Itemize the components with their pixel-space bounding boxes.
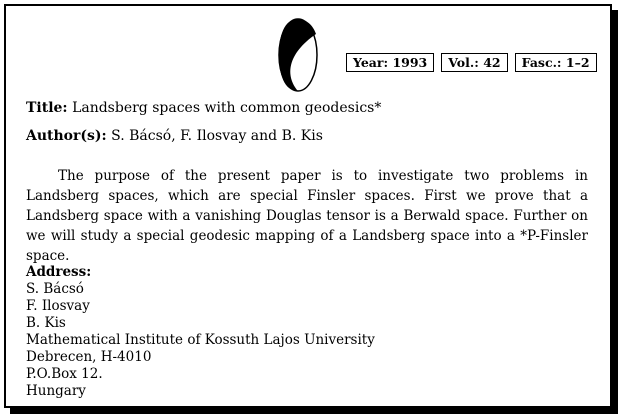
year-label: Year:: [353, 55, 389, 70]
fascicle-box: [515, 53, 597, 72]
authors-label: Author(s):: [26, 128, 107, 144]
journal-info: [346, 53, 597, 72]
paper-title: Landsberg spaces with common geodesics*: [72, 100, 382, 116]
paper-title-line: [26, 100, 381, 116]
authors-line: [26, 128, 323, 144]
volume-label: Vol.:: [448, 55, 479, 70]
authors-value: S. Bácsó, F. Ilosvay and B. Kis: [111, 128, 323, 144]
address-line: P.O.Box 12.: [26, 366, 103, 382]
journal-logo-icon: [275, 16, 321, 94]
volume-box: [441, 53, 507, 72]
address-block: [26, 264, 375, 400]
address-line: Hungary: [26, 383, 86, 399]
address-line: Mathematical Institute of Kossuth Lajos University: [26, 332, 375, 348]
frame-shadow-right: [612, 10, 618, 414]
address-line: S. Bácsó: [26, 281, 84, 297]
volume-value: 42: [483, 55, 501, 70]
address-line: B. Kis: [26, 315, 66, 331]
title-label: Title:: [26, 100, 68, 116]
address-line: F. Ilosvay: [26, 298, 90, 314]
fascicle-label: Fasc.:: [521, 55, 562, 70]
year-box: [346, 53, 434, 72]
year-value: 1993: [392, 55, 428, 70]
address-label: Address:: [26, 264, 92, 280]
address-line: Debrecen, H-4010: [26, 349, 152, 365]
abstract-text: The purpose of the present paper is to investigate two problems in Landsberg spaces, which are special Finsler spaces. First we prove that a Landsberg space with a vanishing Douglas tensor is a Berwald space. Further on we will study a special geodesic mapping of a Landsberg space into a *P-Finsler space.: [26, 168, 588, 264]
fascicle-value: 1–2: [565, 55, 590, 70]
frame-shadow-bottom: [10, 408, 618, 414]
